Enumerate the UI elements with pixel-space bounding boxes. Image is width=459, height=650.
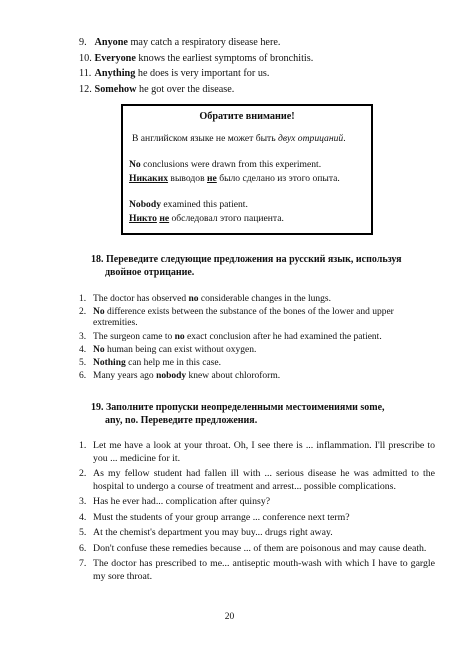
list-item: 12. Somehow he got over the disease. bbox=[79, 83, 235, 95]
note-intro: В английском языке не может быть двух отрицаний. bbox=[132, 133, 346, 144]
list-item: 3. Has he ever had... complication after quinsy? bbox=[79, 496, 271, 507]
list-item: 2. No difference exists between the substance of the bones of the lower and upper extremities. bbox=[79, 307, 394, 329]
example-2-english: Nobody examined this patient. bbox=[129, 199, 248, 210]
list-item: 1. The doctor has observed no considerable changes in the lungs. bbox=[79, 294, 331, 304]
list-item: 5. At the chemist's department you may buy... drugs right away. bbox=[79, 527, 333, 538]
page-number: 20 bbox=[224, 612, 235, 622]
example-2-russian: Никто не обследовал этого пациента. bbox=[129, 213, 284, 224]
list-item: 4. No human being can exist without oxygen. bbox=[79, 345, 257, 355]
note-title: Обратите внимание! bbox=[199, 111, 295, 122]
exercise-19-list bbox=[79, 440, 435, 586]
list-item: 3. The surgeon came to no exact conclusion after he had examined the patient. bbox=[79, 332, 382, 342]
exercise-18-list bbox=[79, 294, 435, 384]
list-item: 7. The doctor has prescribed to me... antiseptic mouth-wash with which I have to gargle my sore throat. bbox=[79, 558, 435, 582]
list-item: 5. Nothing can help me in this case. bbox=[79, 358, 221, 368]
exercise-18-heading: 18. Переведите следующие предложения на русский язык, используя двойное отрицание. bbox=[91, 254, 402, 278]
exercise-19-heading: 19. Заполните пропуски неопределенными местоимениями some, any, no. Переведите предложения. bbox=[91, 402, 385, 426]
example-1-english: No conclusions were drawn from this experiment. bbox=[129, 159, 322, 170]
note-box bbox=[121, 104, 373, 235]
list-item: 10. Everyone knows the earliest symptoms of bronchitis. bbox=[79, 52, 314, 64]
example-1-russian: Никаких выводов не было сделано из этого опыта. bbox=[129, 173, 340, 184]
list-item: 6. Don't confuse these remedies because ... of them are poisonous and may cause death. bbox=[79, 542, 427, 554]
list-item: 11. Anything he does is very important for us. bbox=[79, 68, 270, 80]
list-item: 2. As my fellow student had fallen ill with ... serious disease he was admitted to the hospital to undergo a course of treatment and arrest... possible complications. bbox=[79, 468, 435, 492]
list-item: 9. Anyone may catch a respiratory disease here. bbox=[79, 37, 281, 48]
list-item: 6. Many years ago nobody knew about chloroform. bbox=[79, 371, 281, 381]
sentence-list-examples bbox=[79, 37, 313, 99]
list-item: 1. Let me have a look at your throat. Oh, I see there is ... inflammation. I'll prescribe to you ... medicine for it. bbox=[79, 440, 435, 464]
list-item: 4. Must the students of your group arrange ... conference next term? bbox=[79, 511, 350, 523]
